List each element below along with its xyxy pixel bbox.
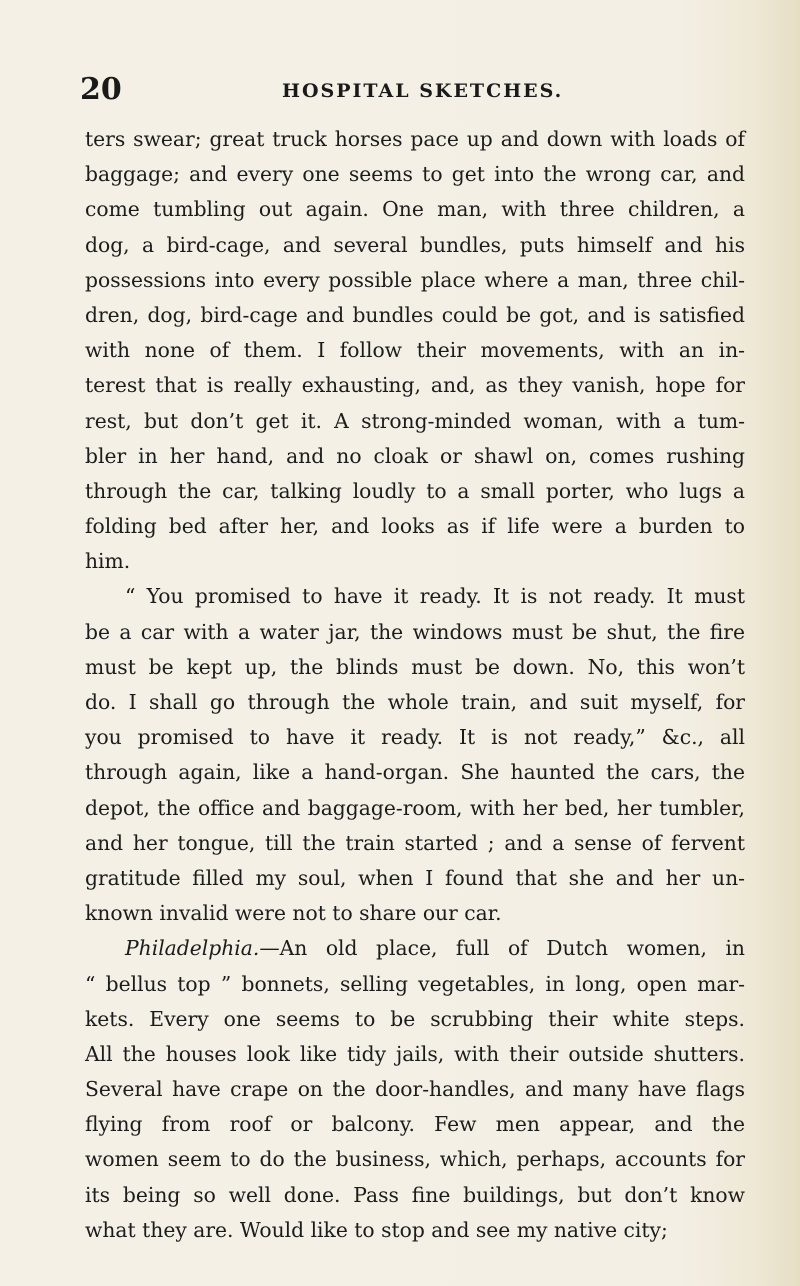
text-line: come tumbling out again. One man, with three children, a bbox=[85, 197, 745, 222]
text-line: possessions into every possible place where a man, three chil- bbox=[85, 267, 745, 292]
text-line: Several have crape on the door-handles, and many have flags bbox=[85, 1077, 745, 1102]
text-line: baggage; and every one seems to get into the wrong car, and bbox=[85, 162, 745, 187]
text-line: known invalid were not to share our car. bbox=[85, 901, 502, 926]
text-line: “ You promised to have it ready. It is not ready. It must bbox=[125, 584, 745, 609]
text-line: “ bellus top ” bonnets, selling vegetables, in long, open mar- bbox=[85, 971, 745, 996]
running-head: HOSPITAL SKETCHES. bbox=[282, 80, 564, 102]
text-line: be a car with a water jar, the windows must be shut, the fire bbox=[85, 619, 745, 644]
body-text bbox=[85, 122, 745, 1248]
text-line: flying from roof or balcony. Few men appear, and the bbox=[85, 1112, 745, 1137]
text-line: him. bbox=[85, 549, 131, 574]
text-line: do. I shall go through the whole train, and suit myself, for bbox=[85, 690, 745, 714]
text-line: dog, a bird-cage, and several bundles, puts himself and his bbox=[85, 232, 745, 257]
text-line: you promised to have it ready. It is not ready,” &c., all bbox=[85, 725, 745, 750]
text-line: and her tongue, till the train started ; and a sense of fervent bbox=[85, 830, 745, 855]
page-header bbox=[0, 72, 800, 112]
text-line: terest that is really exhausting, and, as they vanish, hope for bbox=[85, 373, 745, 398]
text-line: through the car, talking loudly to a small porter, who lugs a bbox=[85, 478, 745, 503]
text-line-rest: —An old place, full of Dutch women, in bbox=[259, 936, 745, 961]
text-line: kets. Every one seems to be scrubbing their white steps. bbox=[85, 1006, 745, 1031]
italic-lead: Philadelphia. bbox=[125, 936, 260, 961]
text-line: what they are. Would like to stop and see my native city; bbox=[85, 1217, 668, 1242]
text-line: All the houses look like tidy jails, with their outside shutters. bbox=[85, 1041, 745, 1066]
text-line: rest, but don’t get it. A strong-minded woman, with a tum- bbox=[85, 408, 745, 433]
text-line: must be kept up, the blinds must be down. No, this won’t bbox=[85, 654, 745, 679]
text-line: women seem to do the business, which, perhaps, accounts for bbox=[85, 1147, 745, 1172]
text-line: gratitude filled my soul, when I found that she and her un- bbox=[85, 865, 745, 890]
text-line-with-italic-lead bbox=[85, 931, 745, 966]
text-line: folding bed after her, and looks as if life were a burden to bbox=[85, 514, 745, 539]
text-line: dren, dog, bird-cage and bundles could be got, and is satisfied bbox=[85, 302, 745, 327]
text-line: with none of them. I follow their movements, with an in- bbox=[85, 338, 745, 363]
text-line: ters swear; great truck horses pace up and down with loads of bbox=[85, 127, 745, 151]
text-line: its being so well done. Pass fine buildings, but don’t know bbox=[85, 1182, 745, 1207]
page-number: 20 bbox=[80, 72, 122, 107]
text-line: through again, like a hand-organ. She haunted the cars, the bbox=[85, 760, 745, 785]
text-line: depot, the office and baggage-room, with her bed, her tumbler, bbox=[85, 795, 745, 820]
text-line: bler in her hand, and no cloak or shawl on, comes rushing bbox=[85, 443, 745, 468]
